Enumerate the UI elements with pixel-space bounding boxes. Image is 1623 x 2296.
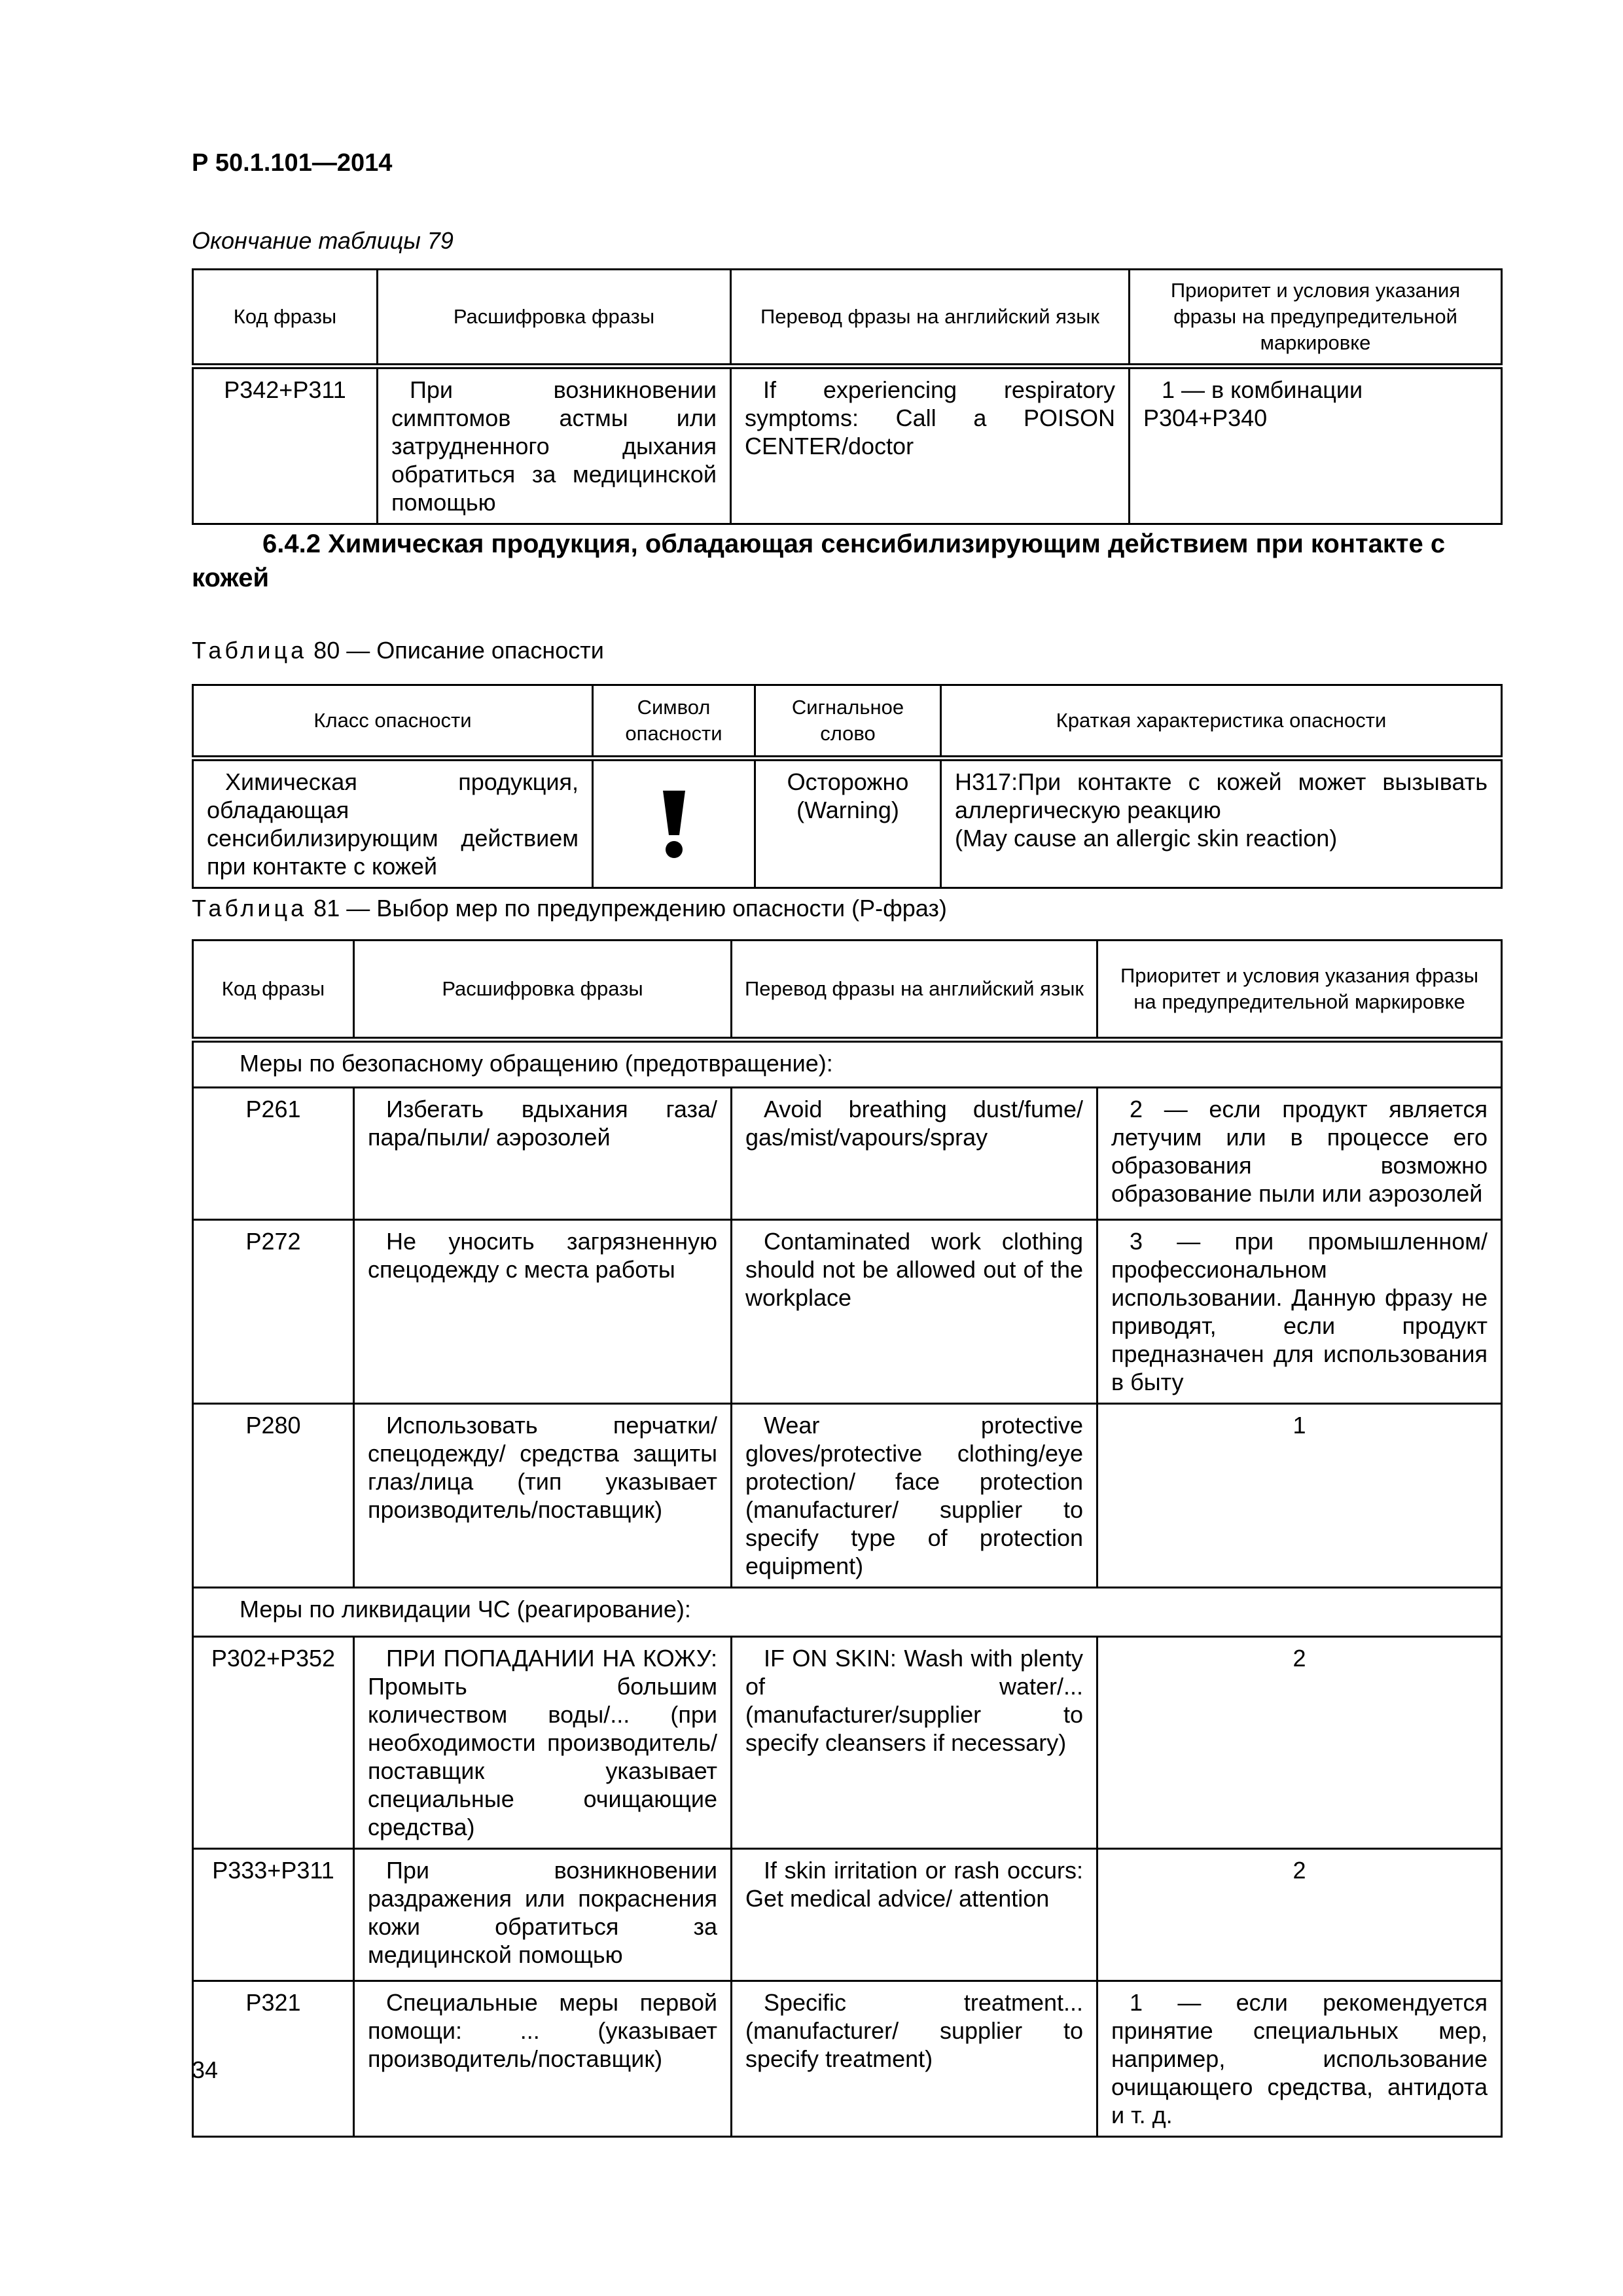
t79-header-english: Перевод фразы на английский язык (731, 270, 1130, 367)
t81-cell-code: P302+P352 (193, 1637, 354, 1849)
t81-cell-decoding: Специальные меры первой помощи: ... (указывает производитель/поставщик) (354, 1981, 732, 2137)
table-row (193, 1088, 1502, 1220)
section-row (193, 1588, 1502, 1637)
t81-header-decoding: Расшифровка фразы (354, 941, 732, 1040)
t81-header-priority: Приоритет и условия указания фразы на предупредительной маркировке (1097, 941, 1502, 1040)
table-80-caption (192, 637, 604, 664)
t81-cell-decoding: При возникновении раздражения или покраснения кожи обратиться за медицинской помощью (354, 1849, 732, 1981)
t81-cell-decoding: Избегать вдыхания газа/ пара/пыли/ аэрозолей (354, 1088, 732, 1220)
document-code: Р 50.1.101—2014 (192, 149, 393, 177)
t81-cell-decoding: Использовать перчатки/ спецодежду/ средства защиты глаз/лица (тип указывает производитель/поставщик) (354, 1404, 732, 1588)
t81-cell-decoding: ПРИ ПОПАДАНИИ НА КОЖУ: Промыть большим количеством воды/... (при необходимости производитель/ поставщик указывает специальные очищающие средства) (354, 1637, 732, 1849)
t81-cell-code: P272 (193, 1220, 354, 1404)
t80-header-hazard: Краткая характеристика опасности (941, 685, 1502, 759)
table-81-caption (192, 895, 947, 922)
exclamation-icon (658, 788, 690, 860)
table-79 (192, 268, 1503, 525)
t81-header-english: Перевод фразы на английский язык (732, 941, 1097, 1040)
t81-cell-priority: 3 — при промышленном/ профессиональном использовании. Данную фразу не приводят, если продукт предназначен для использования в быту (1097, 1220, 1502, 1404)
t81-cell-priority: 1 — если рекомендуется принятие специальных мер, например, использование очищающего средства, антидота и т. д. (1097, 1981, 1502, 2137)
t81-cell-english: Wear protective gloves/protective clothing/eye protection/ face protection (manufacturer/ supplier to specify type of protection equipment) (732, 1404, 1097, 1588)
table-row (193, 1981, 1502, 2137)
t81-section-prevention: Меры по безопасному обращению (предотвращение): (193, 1040, 1502, 1088)
t81-cell-decoding: Не уносить загрязненную спецодежду с места работы (354, 1220, 732, 1404)
table-row (193, 1849, 1502, 1981)
t81-cell-priority: 2 — если продукт является летучим или в процессе его образования возможно образование пыли или аэрозолей (1097, 1088, 1502, 1220)
t81-cell-english: Avoid breathing dust/fume/ gas/mist/vapours/spray (732, 1088, 1097, 1220)
t81-cell-code: P333+P311 (193, 1849, 354, 1981)
table-row (193, 1637, 1502, 1849)
table-81-caption-prefix: Таблица (192, 895, 308, 922)
t81-cell-code: P261 (193, 1088, 354, 1220)
table-80-caption-prefix: Таблица (192, 637, 308, 664)
table-81-caption-title: 81 — Выбор мер по предупреждению опасности (Р-фраз) (313, 895, 947, 922)
t80-hazard-english: (May cause an allergic skin reaction) (955, 825, 1338, 852)
section-heading: 6.4.2 Химическая продукция, обладающая сенсибилизирующим действием при контакте с кожей (192, 529, 1446, 592)
t80-header-symbol: Символ опасности (593, 685, 755, 759)
t81-cell-english: Specific treatment... (manufacturer/ supplier to specify treatment) (732, 1981, 1097, 2137)
t81-header-code: Код фразы (193, 941, 354, 1040)
section-row (193, 1040, 1502, 1088)
t81-cell-priority: 1 (1097, 1404, 1502, 1588)
t79-header-decoding: Расшифровка фразы (378, 270, 731, 367)
t81-cell-english: IF ON SKIN: Wash with plenty of water/... (manufacturer/supplier to specify cleansers if necessary) (732, 1637, 1097, 1849)
table-row (193, 1220, 1502, 1404)
t79-cell-code: P342+P311 (193, 367, 378, 524)
table-81 (192, 939, 1503, 2138)
t80-cell-symbol (593, 759, 755, 888)
t80-header-class: Класс опасности (193, 685, 593, 759)
t79-header-code: Код фразы (193, 270, 378, 367)
t79-cell-priority: 1 — в комбинации P304+P340 (1130, 367, 1502, 524)
t80-header-signal: Сигнальное слово (755, 685, 941, 759)
table-79-caption: Окончание таблицы 79 (192, 227, 454, 254)
table-80-caption-title: 80 — Описание опасности (313, 637, 604, 664)
t79-cell-decoding: При возникновении симптомов астмы или затрудненного дыхания обратиться за медицинской помощью (378, 367, 731, 524)
t80-hazard-statement: H317:При контакте с кожей может вызывать аллергическую реакцию (955, 768, 1488, 823)
t81-cell-code: P321 (193, 1981, 354, 2137)
t81-cell-english: Contaminated work clothing should not be allowed out of the workplace (732, 1220, 1097, 1404)
table-row (193, 759, 1502, 888)
table-row (193, 1404, 1502, 1588)
t79-header-priority: Приоритет и условия указания фразы на предупредительной маркировке (1130, 270, 1502, 367)
t80-cell-signal: Осторожно (Warning) (755, 759, 941, 888)
t79-cell-english: If experiencing respiratory symptoms: Call a POISON CENTER/doctor (731, 367, 1130, 524)
t81-cell-code: P280 (193, 1404, 354, 1588)
t81-section-response: Меры по ликвидации ЧС (реагирование): (193, 1588, 1502, 1637)
t81-cell-priority: 2 (1097, 1637, 1502, 1849)
table-80 (192, 684, 1503, 889)
t80-cell-class: Химическая продукция, обладающая сенсибилизирующим действием при контакте с кожей (193, 759, 593, 888)
t80-cell-hazard (941, 759, 1502, 888)
page-number: 34 (192, 2056, 219, 2083)
t81-cell-english: If skin irritation or rash occurs: Get medical advice/ attention (732, 1849, 1097, 1981)
table-row (193, 367, 1502, 524)
t81-cell-priority: 2 (1097, 1849, 1502, 1981)
